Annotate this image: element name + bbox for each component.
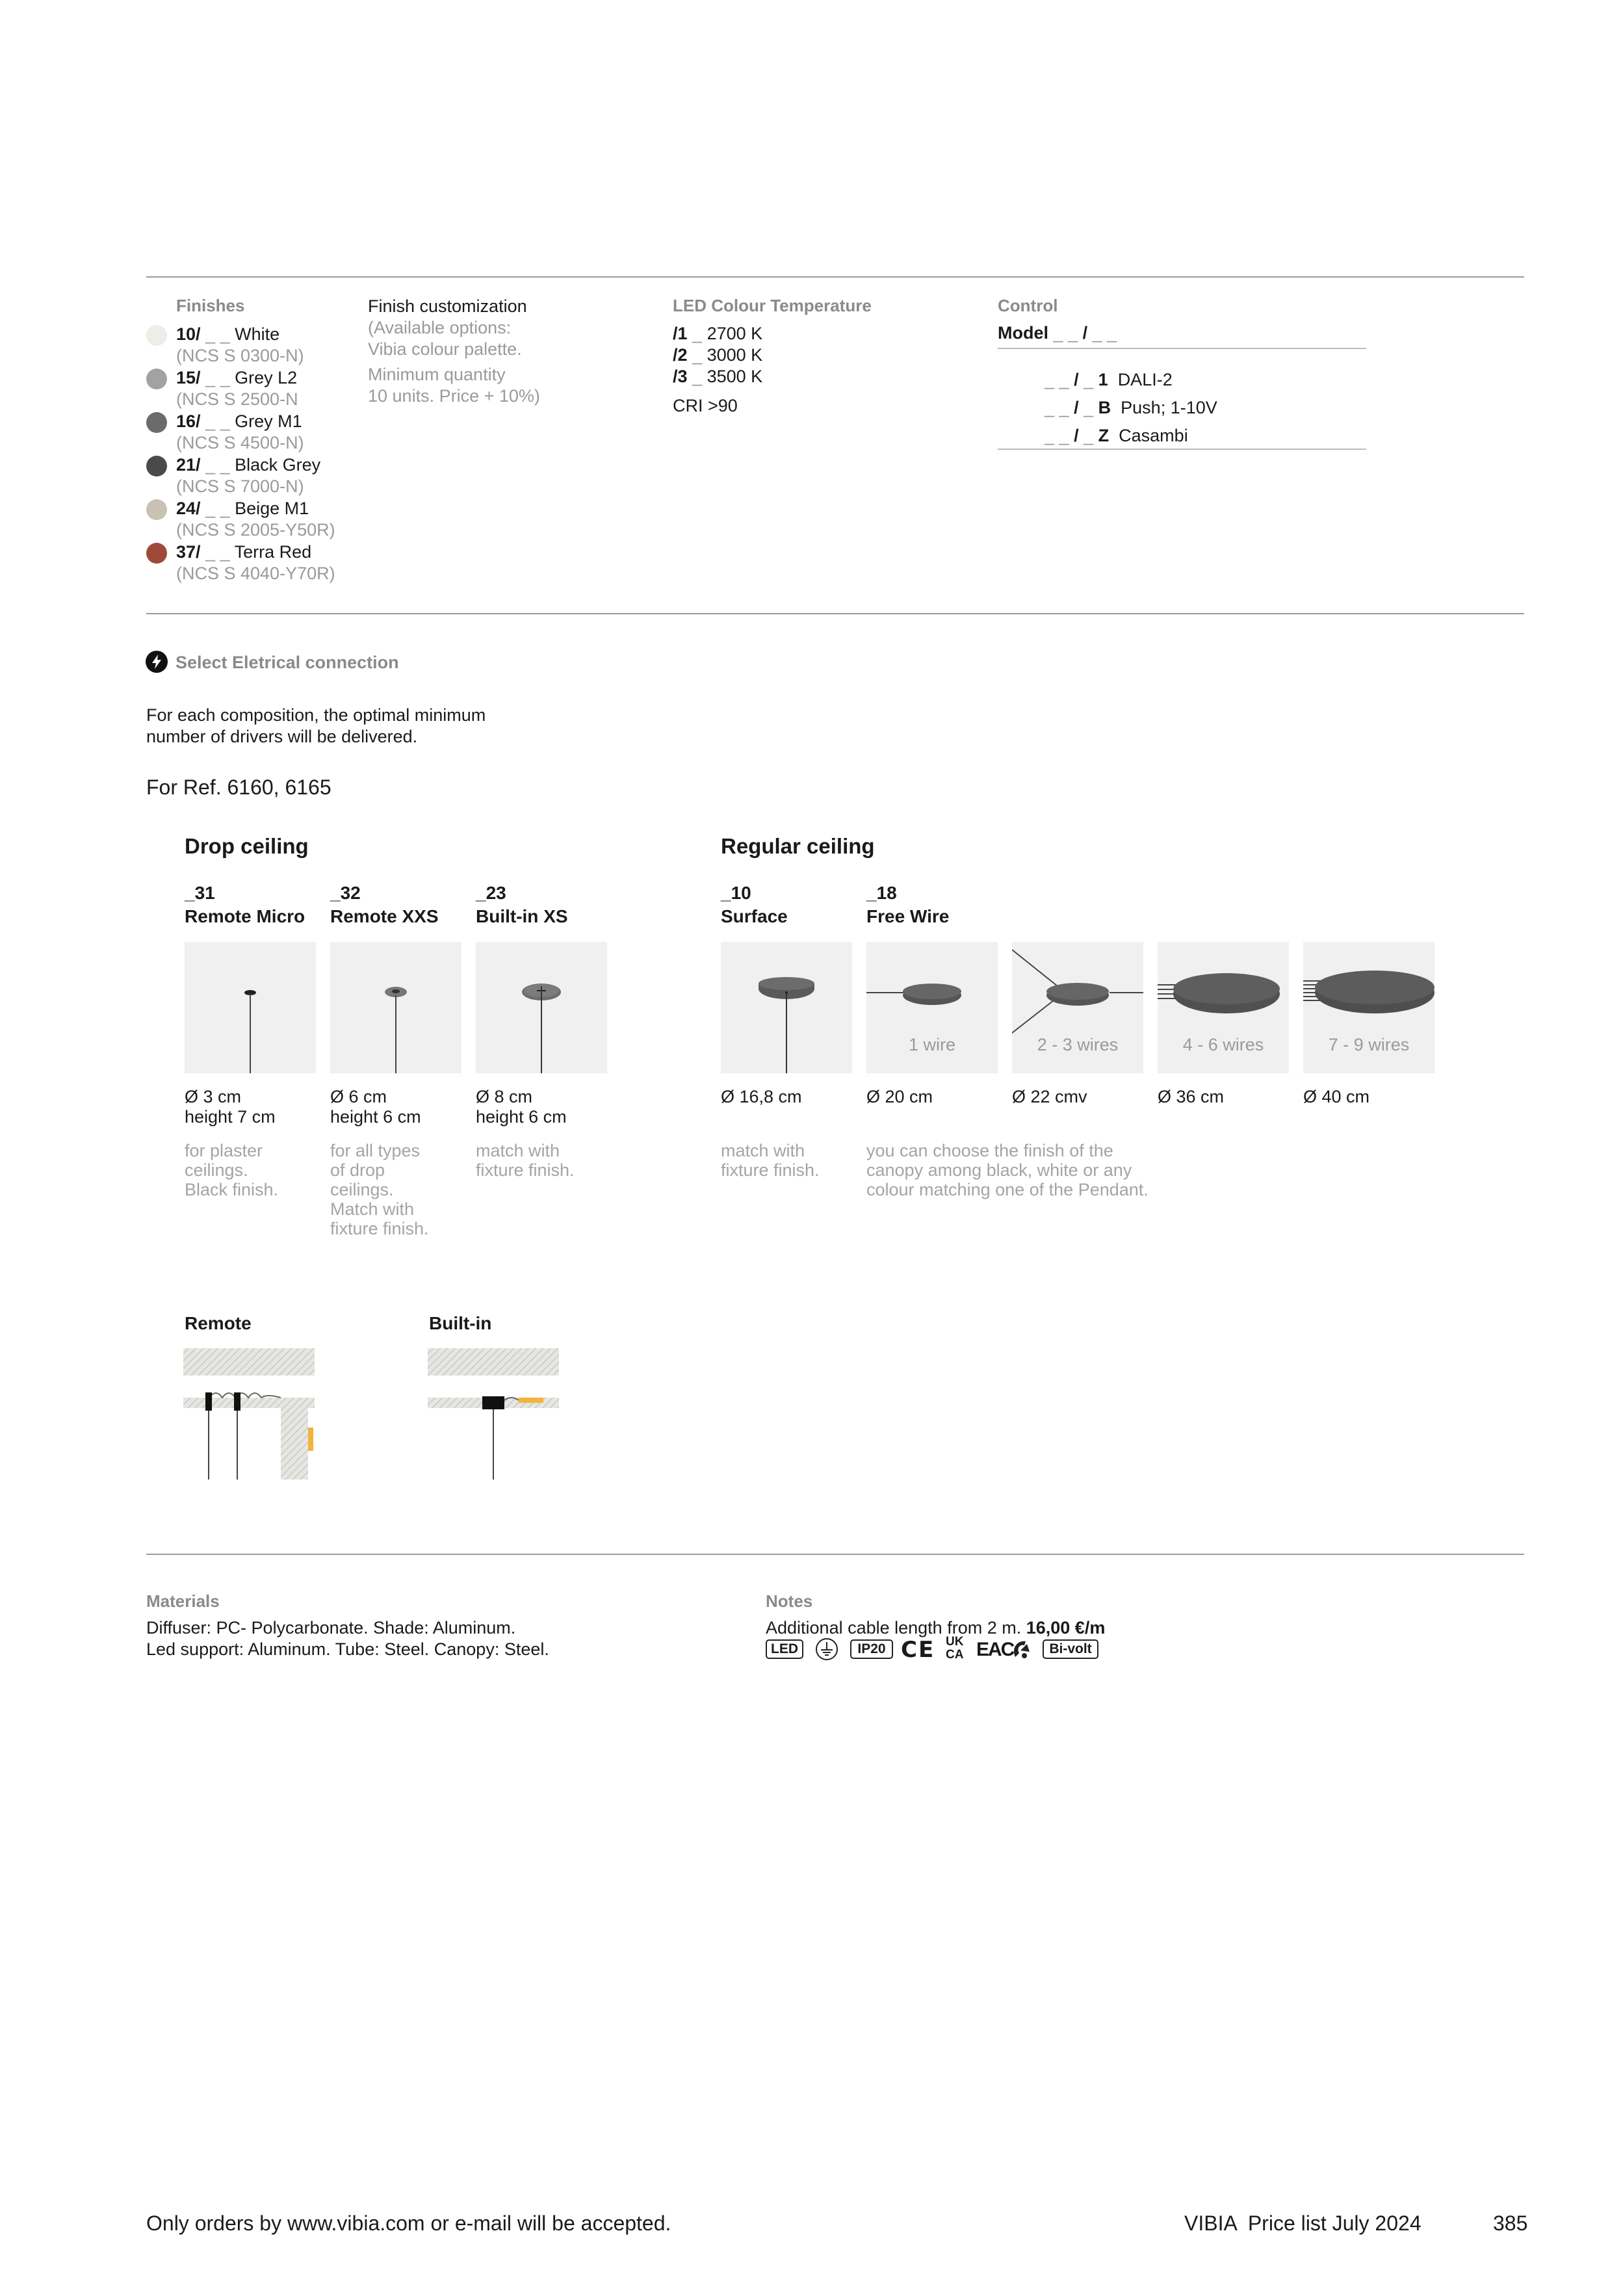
customization-line: Vibia colour palette.	[368, 339, 522, 359]
led-sep: _	[692, 345, 703, 365]
swatch-white	[146, 325, 167, 346]
finish-code: 16/	[176, 411, 201, 431]
led-cri: CRI >90	[673, 396, 738, 415]
control-name: Push; 1-10V	[1121, 398, 1217, 417]
connection-code	[185, 881, 305, 928]
control-under: _	[1084, 426, 1094, 445]
led-title: LED Colour Temperature	[673, 296, 872, 315]
swatch-beige-m1	[146, 499, 167, 520]
control-under: _	[1084, 398, 1094, 417]
note-line: ceilings.	[185, 1160, 248, 1180]
control-blank: _ _	[1045, 426, 1069, 445]
code-value: _31	[185, 883, 215, 903]
note-line: fixture finish.	[476, 1160, 575, 1180]
led-list	[673, 323, 762, 417]
control-code: Z	[1098, 426, 1110, 445]
connection-note	[866, 1141, 1149, 1199]
notes-cable-text: Additional cable length from 2 m.	[766, 1618, 1022, 1637]
notes-text	[766, 1617, 1105, 1639]
control-divider	[998, 449, 1366, 450]
dim-height: height 6 cm	[330, 1107, 421, 1127]
finish-suffix: _ _	[205, 411, 230, 431]
control-divider	[998, 348, 1366, 349]
finish-suffix: _ _	[205, 324, 230, 344]
dimensions: Ø 40 cm	[1303, 1087, 1370, 1106]
ukca-line: UK	[946, 1635, 964, 1649]
code-name: Remote Micro	[185, 906, 305, 926]
control-slash: /	[1074, 398, 1079, 417]
finish-code: 10/	[176, 324, 201, 344]
code-name: Free Wire	[866, 906, 950, 926]
regular-ceiling-title: Regular ceiling	[721, 834, 875, 858]
code-value: _32	[330, 883, 361, 903]
led-code: /3	[673, 367, 688, 386]
control-under: _	[1084, 370, 1094, 389]
recycling-mark-icon	[1011, 1637, 1032, 1661]
finish-name: Grey L2	[235, 368, 298, 387]
control-model-slash: /	[1082, 323, 1088, 343]
materials-title: Materials	[146, 1591, 220, 1611]
led-code: /2	[673, 345, 688, 365]
swatch-grey-l2	[146, 369, 167, 389]
finish-ncs: (NCS S 4040-Y70R)	[176, 564, 335, 583]
swatch-terra-red	[146, 543, 167, 564]
dimensions: Ø 22 cmv	[1012, 1087, 1087, 1106]
bivolt-badge-icon: Bi-volt	[1043, 1639, 1098, 1659]
led-value: 3500 K	[707, 367, 763, 386]
dim-diameter: Ø 6 cm	[330, 1087, 387, 1106]
finish-suffix: _ _	[205, 368, 230, 387]
control-option[interactable]	[1045, 422, 1188, 450]
control-name: Casambi	[1119, 426, 1188, 445]
customization-block	[368, 296, 540, 407]
led-badge-icon: LED	[766, 1639, 803, 1659]
footer-brand: VIBIA Price list July 2024	[1184, 2211, 1422, 2235]
footer-disclaimer: Only orders by www.vibia.com or e-mail will be accepted.	[146, 2211, 671, 2235]
finish-name: Black Grey	[235, 455, 321, 475]
note-line: for all types	[330, 1141, 421, 1160]
control-blank: _ _	[1045, 370, 1069, 389]
eac-mark-icon: EAC	[976, 1639, 1014, 1660]
customization-line: (Available options:	[368, 318, 512, 337]
code-value: _10	[721, 883, 751, 903]
led-value: 2700 K	[707, 324, 763, 343]
led-option[interactable]	[673, 366, 762, 387]
control-code: 1	[1098, 370, 1108, 389]
finish-name: Grey M1	[235, 411, 302, 431]
tile-free-wire-2-3[interactable]	[1012, 942, 1143, 1073]
connection-code	[476, 881, 568, 928]
dimensions: Ø 36 cm	[1158, 1087, 1225, 1106]
control-code: B	[1098, 398, 1111, 417]
note-line: fixture finish.	[721, 1160, 820, 1180]
control-title: Control	[998, 296, 1058, 315]
tile-free-wire-7-9[interactable]	[1303, 942, 1435, 1073]
dimensions: Ø 16,8 cm	[721, 1087, 802, 1106]
materials-line: Diffuser: PC- Polycarbonate. Shade: Aluminum.	[146, 1618, 516, 1637]
customization-line: 10 units. Price + 10%)	[368, 386, 540, 406]
electrical-intro-line: For each composition, the optimal minimum	[146, 705, 486, 725]
finish-code: 21/	[176, 455, 201, 475]
connection-note	[330, 1141, 429, 1238]
led-sep: _	[692, 324, 703, 343]
tile-surface[interactable]	[721, 942, 852, 1073]
dim-height: height 6 cm	[476, 1107, 567, 1127]
finish-code: 15/	[176, 368, 201, 387]
swatch-black-grey	[146, 456, 167, 476]
finish-code: 37/	[176, 542, 201, 562]
top-divider	[146, 276, 1524, 278]
dim-height: height 7 cm	[185, 1107, 276, 1127]
control-model	[998, 322, 1117, 344]
page-number: 385	[1493, 2211, 1528, 2235]
note-line: ceilings.	[330, 1180, 394, 1199]
connection-code	[721, 881, 788, 928]
dim-diameter: Ø 3 cm	[185, 1087, 242, 1106]
note-line: Match with	[330, 1199, 415, 1219]
control-model-suffix: _ _	[1053, 323, 1078, 343]
lightning-icon	[146, 651, 168, 673]
remote-diagram-title: Remote	[185, 1313, 252, 1333]
electrical-intro-line: number of drivers will be delivered.	[146, 727, 418, 746]
led-code: /1	[673, 324, 688, 343]
control-blank: _ _	[1045, 398, 1069, 417]
control-name: DALI-2	[1117, 370, 1173, 389]
finish-name: Terra Red	[234, 542, 312, 562]
connection-code	[866, 881, 949, 928]
connection-code	[330, 881, 439, 928]
wires-label: 1 wire	[908, 1035, 956, 1054]
finish-ncs: (NCS S 7000-N)	[176, 476, 304, 496]
finish-suffix: _ _	[205, 455, 230, 475]
wires-label: 4 - 6 wires	[1182, 1035, 1264, 1054]
tile-free-wire-4-6[interactable]	[1158, 942, 1289, 1073]
section-divider	[146, 613, 1524, 614]
builtin-diagram-title: Built-in	[429, 1313, 492, 1333]
connection-note	[721, 1141, 820, 1180]
finish-name: Beige M1	[235, 499, 309, 518]
materials-text	[146, 1617, 549, 1660]
wires-label: 7 - 9 wires	[1328, 1035, 1410, 1054]
materials-line: Led support: Aluminum. Tube: Steel. Canopy: Steel.	[146, 1639, 549, 1659]
ukca-line: CA	[946, 1648, 964, 1662]
note-line: canopy among black, white or any	[866, 1160, 1132, 1180]
finish-suffix: _ _	[205, 499, 230, 518]
control-model-label: Model	[998, 323, 1048, 343]
swatch-grey-m1	[146, 412, 167, 433]
note-line: fixture finish.	[330, 1219, 429, 1238]
note-line: match with	[476, 1141, 560, 1160]
control-option[interactable]	[1045, 366, 1173, 394]
finishes-title: Finishes	[176, 296, 245, 315]
wires-label: 2 - 3 wires	[1037, 1035, 1119, 1054]
code-value: _23	[476, 883, 506, 903]
connection-note	[185, 1141, 278, 1199]
tile-remote-micro[interactable]	[185, 942, 316, 1073]
electrical-title: Select Eletrical connection	[175, 653, 399, 672]
dimensions	[330, 1087, 421, 1127]
dimensions	[185, 1087, 276, 1127]
electrical-intro	[146, 705, 486, 748]
code-value: _18	[866, 883, 897, 903]
led-option[interactable]	[673, 345, 762, 366]
ip20-badge-icon: IP20	[850, 1639, 893, 1659]
note-line: Black finish.	[185, 1180, 279, 1199]
control-model-tail: _ _	[1092, 323, 1117, 343]
customization-title: Finish customization	[368, 296, 527, 316]
finish-ncs: (NCS S 2500-N	[176, 389, 298, 409]
ce-mark-icon: CE	[901, 1637, 935, 1663]
builtin-diagram	[428, 1346, 564, 1482]
ukca-mark-icon	[946, 1636, 963, 1662]
led-sep: _	[692, 367, 703, 386]
dim-diameter: Ø 8 cm	[476, 1087, 533, 1106]
dimensions	[476, 1087, 567, 1127]
note-line: match with	[721, 1141, 805, 1160]
note-line: of drop	[330, 1160, 385, 1180]
control-slash: /	[1074, 370, 1079, 389]
remote-diagram	[183, 1346, 320, 1482]
note-line: colour matching one of the Pendant.	[866, 1180, 1149, 1199]
for-ref-heading: For Ref. 6160, 6165	[146, 776, 331, 799]
note-line: for plaster	[185, 1141, 263, 1160]
customization-line: Minimum quantity	[368, 365, 506, 384]
note-line: you can choose the finish of the	[866, 1141, 1113, 1160]
connection-note	[476, 1141, 575, 1180]
finish-code: 24/	[176, 499, 201, 518]
drop-ceiling-title: Drop ceiling	[185, 834, 309, 858]
code-name: Surface	[721, 906, 788, 926]
code-name: Built-in XS	[476, 906, 568, 926]
finish-ncs: (NCS S 4500-N)	[176, 433, 304, 452]
control-slash: /	[1074, 426, 1079, 445]
dimensions: Ø 20 cm	[866, 1087, 933, 1106]
led-option[interactable]	[673, 323, 762, 345]
section-divider	[146, 1554, 1524, 1555]
control-option[interactable]	[1045, 394, 1217, 422]
ground-icon	[814, 1637, 839, 1662]
tile-builtin-xs[interactable]	[476, 942, 607, 1073]
tile-remote-xxs[interactable]	[330, 942, 461, 1073]
finish-suffix: _ _	[205, 542, 230, 562]
led-value: 3000 K	[707, 345, 763, 365]
code-name: Remote XXS	[330, 906, 439, 926]
finish-ncs: (NCS S 0300-N)	[176, 346, 304, 365]
finish-ncs: (NCS S 2005-Y50R)	[176, 520, 335, 540]
tile-free-wire-1[interactable]	[866, 942, 998, 1073]
notes-price: 16,00 €/m	[1026, 1618, 1106, 1637]
notes-title: Notes	[766, 1591, 813, 1611]
finish-name: White	[235, 324, 280, 344]
